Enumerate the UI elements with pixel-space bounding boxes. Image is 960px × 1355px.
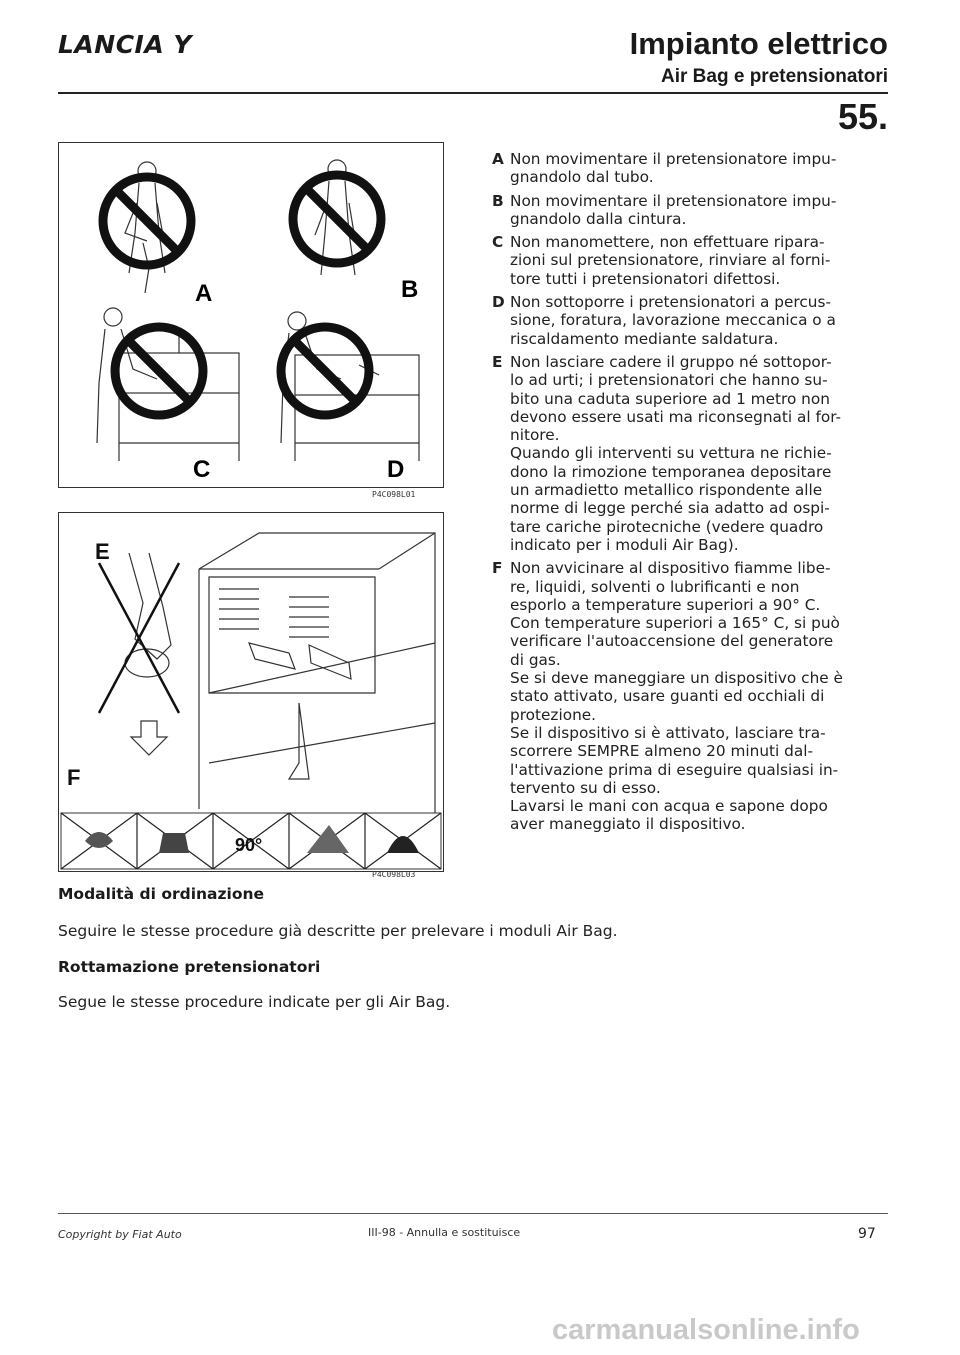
ordering-heading: Modalità di ordinazione xyxy=(58,885,265,903)
storage-cabinet-icon xyxy=(199,533,435,813)
instruction-item xyxy=(492,150,900,187)
figure-label-f: F xyxy=(67,765,81,790)
instruction-text: Non sottoporre i pretensionatori a percus- sione, foratura, lavorazione meccanica o a riscaldamento mediante saldatura. xyxy=(510,293,836,348)
prohibition-icon xyxy=(115,327,203,415)
figure-code: P4C098L01 xyxy=(372,490,416,499)
temperature-label: 90° xyxy=(235,835,263,855)
header-rule xyxy=(58,92,888,94)
footer-edition: III-98 - Annulla e sostituisce xyxy=(368,1226,521,1239)
figure-storage-hazards xyxy=(58,512,444,872)
section-subtitle: Air Bag e pretensionatori xyxy=(661,66,888,87)
cross-icon xyxy=(99,563,179,713)
footer-copyright: Copyright by Fiat Auto xyxy=(58,1228,182,1241)
prohibition-icon xyxy=(281,327,369,415)
instruction-letter: E xyxy=(492,352,503,371)
brand-title: LANCIA Y xyxy=(58,30,193,59)
instruction-letter: C xyxy=(492,233,504,252)
prohibition-icon xyxy=(103,177,191,265)
hazard-strip xyxy=(61,813,441,869)
instruction-text: Non movimentare il pretensionatore impu- gnandolo dalla cintura. xyxy=(510,191,837,228)
handling-illustration xyxy=(59,143,443,487)
instruction-letter: A xyxy=(492,150,504,168)
dropping-hand-icon xyxy=(125,553,171,677)
prohibition-icon xyxy=(293,175,381,263)
instruction-letter: B xyxy=(492,191,504,210)
figure-label-a: A xyxy=(195,280,213,307)
figure-handling-prohibitions xyxy=(58,142,444,488)
instruction-item xyxy=(492,293,900,348)
instruction-item xyxy=(492,559,900,833)
instruction-item xyxy=(492,233,900,288)
disposal-body: Segue le stesse procedure indicate per gli Air Bag. xyxy=(58,993,451,1011)
instruction-list xyxy=(492,150,900,839)
figure-label-e: E xyxy=(95,539,110,564)
storage-illustration xyxy=(59,513,443,871)
instruction-text: Non movimentare il pretensionatore impu- gnandolo dal tubo. xyxy=(510,150,837,187)
drop-icon xyxy=(387,836,419,853)
footer-rule xyxy=(58,1213,888,1214)
page-number: 97 xyxy=(858,1226,876,1242)
disposal-heading: Rottamazione pretensionatori xyxy=(58,958,321,976)
figure-label-b: B xyxy=(401,276,419,303)
instruction-text: Non manomettere, non effettuare ripara- zioni sul pretensionatore, rinviare al forni- tore tutti i pretensionatori difettosi. xyxy=(510,233,831,288)
section-title: Impianto elettrico xyxy=(629,26,888,61)
oil-can-icon xyxy=(159,833,189,853)
figure-label-d: D xyxy=(387,456,405,483)
instruction-letter: D xyxy=(492,293,505,312)
instruction-text: Non avvicinare al dispositivo fiamme libe- re, liquidi, solventi o lubrificanti e non esporlo a temperature superiori a 90° C. Con temperature superiori a 165° C, si può verificare l'autoaccensione del generatore di gas. Se si deve maneggiare un dispositivo che è stato attivato, usare guanti ed occhiali di protezione. Se il dispositivo si è attivato, lasciare tra- scorrere SEMPRE almeno 20 minuti dal- l'attivazione prima di eseguire qualsiasi in- tervento su di esso. Lavarsi le mani con acqua e sapone dopo aver maneggiato il dispositivo. xyxy=(510,559,843,834)
instruction-text: Non lasciare cadere il gruppo né sottopor- lo ad urti; i pretensionatori che hanno su- bito una caduta superiore ad 1 metro non devono essere usati ma riconsegnati al for- nitore. Quando gli interventi su vettura ne richie- dono la rimozione temporanea depositare un armadietto metallico rispondente alle norme di legge perché sia adatto ad ospi- tare cariche pirotecniche (vedere quadro indicato per i moduli Air Bag). xyxy=(510,352,842,554)
instruction-letter: F xyxy=(492,559,503,578)
instruction-item xyxy=(492,192,900,229)
ordering-body: Seguire le stesse procedure già descritte per prelevare i moduli Air Bag. xyxy=(58,922,618,940)
instruction-item xyxy=(492,353,900,554)
figure-code: P4C098L03 xyxy=(372,870,416,879)
watermark: carmanualsonline.info xyxy=(552,1314,860,1346)
arrow-down-icon xyxy=(131,721,167,755)
figure-label-c: C xyxy=(193,456,211,483)
chapter-number: 55. xyxy=(837,96,888,137)
